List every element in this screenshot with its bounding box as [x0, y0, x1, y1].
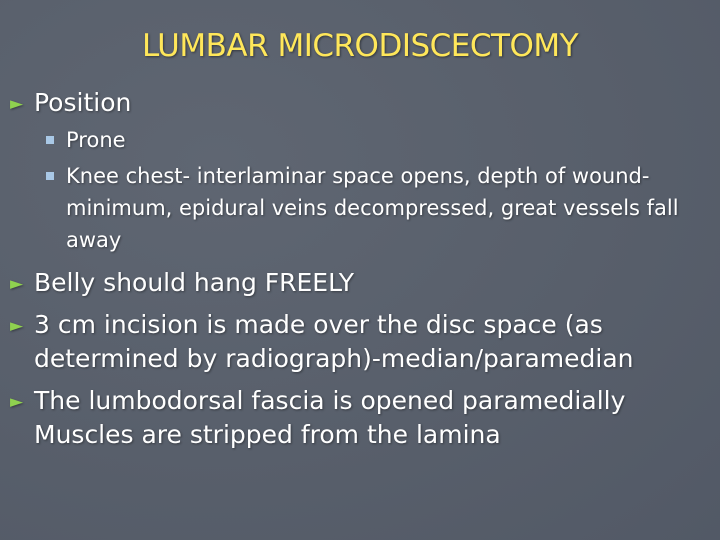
bullet-incision [10, 308, 715, 376]
bullet-text: 3 cm incision is made over the disc space (as determined by radiograph)-median/paramedian [34, 310, 634, 373]
slide-title: LUMBAR MICRODISCECTOMY [141, 28, 579, 64]
bullet-text: Position [34, 88, 132, 117]
bullet-position [10, 86, 715, 120]
square-bullet-icon [46, 136, 54, 144]
sub-bullet-prone [10, 124, 715, 156]
sub-bullet-text: Prone [66, 128, 126, 152]
sub-bullet-text: Knee chest- interlaminar space opens, depth of wound- minimum, epidural veins decompressed, great vessels fall away [66, 164, 679, 252]
arrow-bullet-icon: ► [10, 274, 24, 294]
arrow-bullet-icon: ► [10, 392, 24, 412]
arrow-bullet-icon: ► [10, 316, 24, 336]
bullet-fascia [10, 384, 715, 452]
square-bullet-icon [46, 172, 54, 180]
sub-list [10, 124, 715, 256]
bullet-text: The lumbodorsal fascia is opened paramedially Muscles are stripped from the lamina [34, 386, 626, 449]
slide-content [10, 86, 715, 460]
sub-bullet-knee-chest [10, 160, 715, 256]
arrow-bullet-icon: ► [10, 94, 24, 114]
bullet-text: Belly should hang FREELY [34, 268, 354, 297]
bullet-belly [10, 266, 715, 300]
